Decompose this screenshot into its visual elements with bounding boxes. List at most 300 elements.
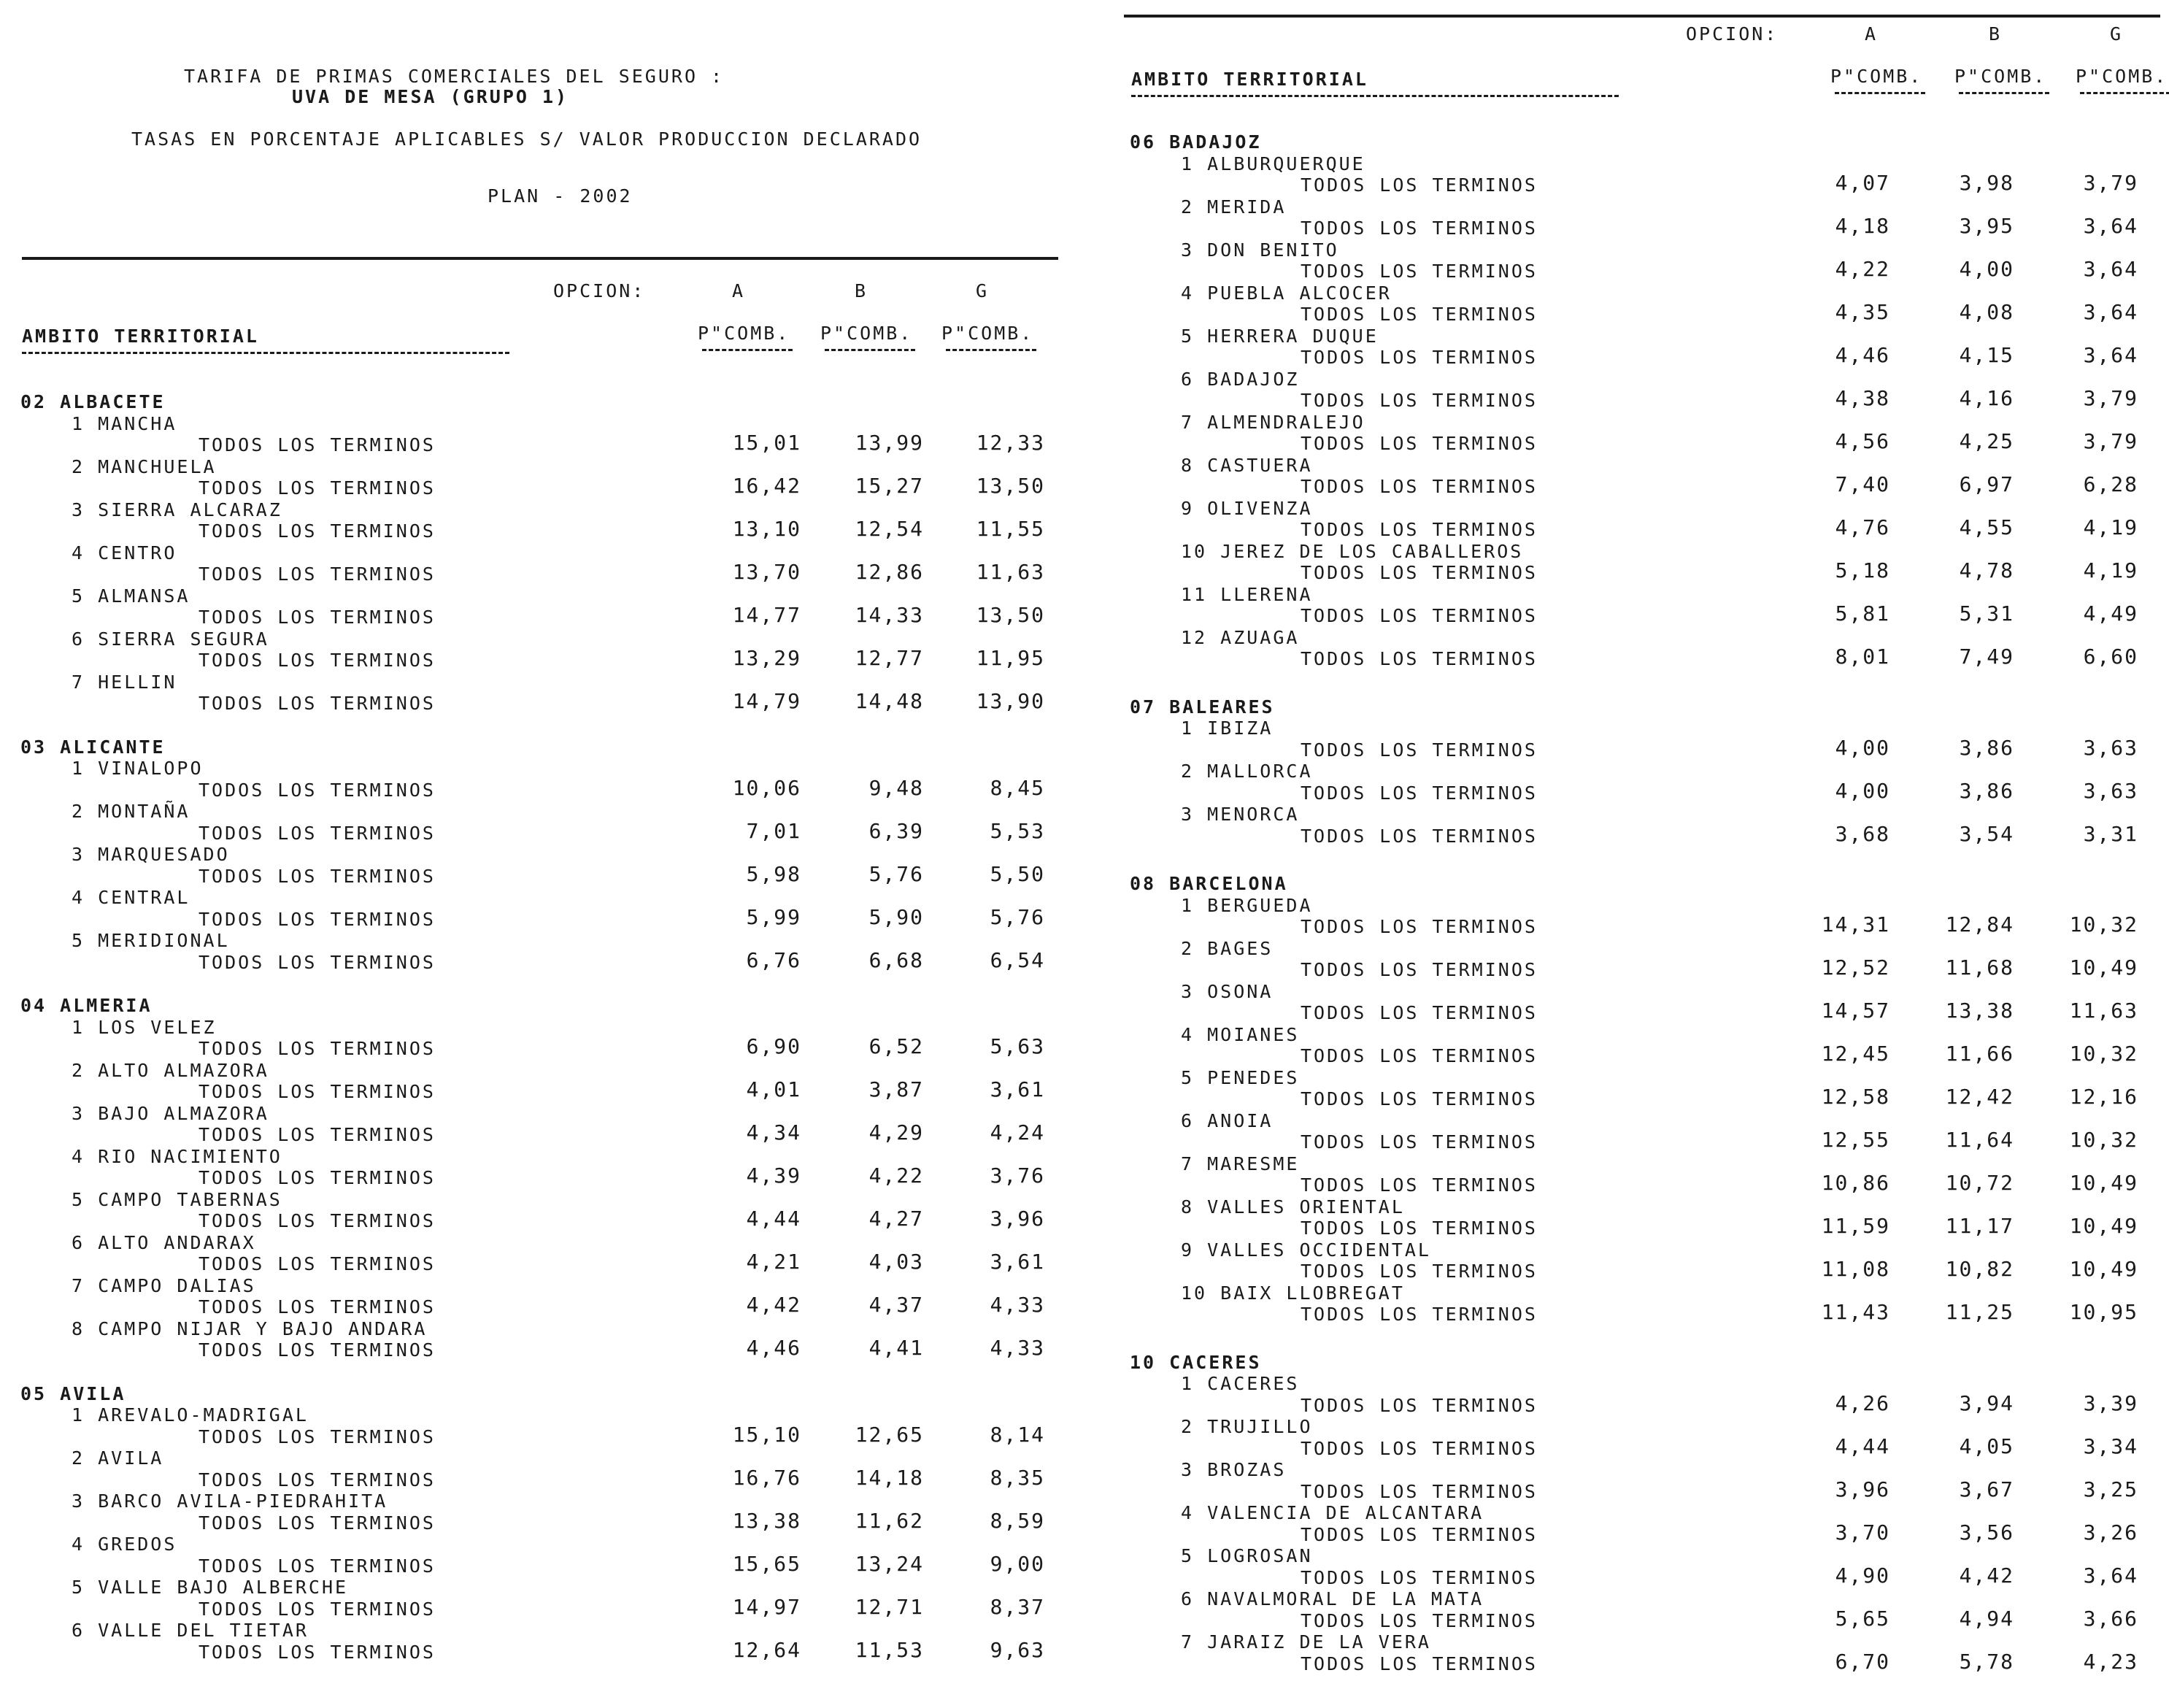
option-b: B (1989, 23, 2003, 45)
rate-value-g: 3,64 (2083, 257, 2138, 281)
rate-value-b: 4,05 (1959, 1434, 2014, 1458)
term-label: TODOS LOS TERMINOS (199, 1426, 436, 1447)
column-underline (1835, 92, 1925, 94)
rate-value-g: 8,37 (990, 1594, 1045, 1619)
rate-value-g: 8,35 (990, 1465, 1045, 1490)
term-label: TODOS LOS TERMINOS (1301, 1480, 1538, 1502)
term-label: TODOS LOS TERMINOS (199, 822, 436, 844)
comarca-name: 7 CAMPO DALIAS (72, 1274, 256, 1296)
term-label: TODOS LOS TERMINOS (1301, 782, 1538, 804)
comarca-name: 3 BROZAS (1181, 1459, 1287, 1480)
rate-value-a: 12,55 (1821, 1128, 1890, 1152)
term-label: TODOS LOS TERMINOS (1301, 1174, 1538, 1196)
comarca-name: 2 ALTO ALMAZORA (72, 1059, 269, 1081)
term-label: TODOS LOS TERMINOS (199, 908, 436, 930)
comarca-name: 7 MARESME (1181, 1153, 1300, 1174)
plan-label: PLAN - 2002 (488, 185, 633, 207)
rate-value-a: 5,65 (1835, 1606, 1890, 1631)
term-label: TODOS LOS TERMINOS (1301, 1394, 1538, 1416)
comarca-name: 2 MALLORCA (1181, 761, 1313, 782)
rate-value-g: 4,49 (2083, 601, 2138, 626)
rate-value-b: 3,95 (1959, 214, 2014, 238)
rate-value-b: 12,71 (855, 1594, 924, 1619)
comarca-name: 4 RIO NACIMIENTO (72, 1145, 282, 1167)
rate-value-b: 4,55 (1959, 515, 2014, 539)
rate-value-a: 6,90 (746, 1034, 801, 1058)
rate-value-g: 8,45 (990, 775, 1045, 800)
rate-value-g: 3,39 (2083, 1390, 2138, 1415)
rate-value-b: 3,67 (1959, 1477, 2014, 1501)
rate-value-g: 6,28 (2083, 472, 2138, 496)
term-label: TODOS LOS TERMINOS (199, 607, 436, 628)
rate-value-b: 6,97 (1959, 472, 2014, 496)
term-label: TODOS LOS TERMINOS (1301, 218, 1538, 239)
option-a: A (732, 280, 746, 301)
rate-value-a: 7,01 (746, 818, 801, 843)
rate-value-b: 11,66 (1945, 1042, 2014, 1066)
rate-value-g: 8,59 (990, 1508, 1045, 1533)
column-underline (1959, 92, 2049, 94)
rate-value-g: 5,76 (990, 904, 1045, 929)
column-unit-b: P"COMB. (820, 323, 913, 344)
rate-value-g: 4,24 (990, 1120, 1045, 1145)
rate-value-b: 12,84 (1945, 912, 2014, 936)
rate-value-g: 9,63 (990, 1637, 1045, 1662)
rate-value-g: 3,64 (2083, 300, 2138, 324)
rate-value-g: 10,95 (2069, 1300, 2138, 1324)
comarca-name: 1 MANCHA (72, 412, 177, 434)
comarca-name: 7 ALMENDRALEJO (1181, 411, 1365, 433)
comarca-name: 4 MOIANES (1181, 1023, 1300, 1045)
rate-value-a: 14,77 (732, 603, 801, 627)
rate-value-b: 12,54 (855, 517, 924, 541)
rate-value-b: 4,15 (1959, 343, 2014, 367)
term-label: TODOS LOS TERMINOS (1301, 825, 1538, 847)
rate-value-b: 3,86 (1959, 778, 2014, 803)
rate-value-a: 14,57 (1821, 999, 1890, 1023)
rate-value-b: 3,94 (1959, 1390, 2014, 1415)
rate-value-g: 12,16 (2069, 1085, 2138, 1109)
term-label: TODOS LOS TERMINOS (199, 520, 436, 542)
comarca-name: 2 MANCHUELA (72, 455, 217, 477)
comarca-name: 1 VINALOPO (72, 758, 204, 779)
term-label: TODOS LOS TERMINOS (199, 1124, 436, 1145)
rate-value-a: 4,26 (1835, 1390, 1890, 1415)
column-underline (825, 349, 915, 351)
rate-value-g: 10,49 (2069, 1214, 2138, 1238)
rate-value-a: 5,99 (746, 904, 801, 929)
rate-value-a: 3,96 (1835, 1477, 1890, 1501)
rate-value-b: 12,86 (855, 560, 924, 584)
rate-value-b: 14,48 (855, 689, 924, 713)
province-heading: 05 AVILA (20, 1382, 126, 1404)
term-label: TODOS LOS TERMINOS (199, 1253, 436, 1274)
province-heading: 06 BADAJOZ (1130, 131, 1262, 153)
term-label: TODOS LOS TERMINOS (1301, 304, 1538, 325)
comarca-name: 8 VALLES ORIENTAL (1181, 1196, 1405, 1217)
rate-value-b: 3,56 (1959, 1520, 2014, 1544)
term-label: TODOS LOS TERMINOS (1301, 562, 1538, 583)
rate-value-a: 13,38 (732, 1508, 801, 1533)
rate-value-a: 4,07 (1835, 171, 1890, 195)
rate-value-g: 11,55 (976, 517, 1045, 541)
term-label: TODOS LOS TERMINOS (1301, 174, 1538, 196)
rate-value-g: 13,50 (976, 603, 1045, 627)
rate-value-a: 14,31 (1821, 912, 1890, 936)
term-label: TODOS LOS TERMINOS (1301, 1437, 1538, 1459)
term-label: TODOS LOS TERMINOS (199, 1081, 436, 1102)
province-heading: 10 CACERES (1130, 1351, 1262, 1373)
rate-value-g: 11,63 (2069, 999, 2138, 1023)
rate-value-b: 3,54 (1959, 821, 2014, 846)
province-heading: 03 ALICANTE (20, 736, 166, 758)
rate-value-a: 3,70 (1835, 1520, 1890, 1544)
comarca-name: 8 CAMPO NIJAR Y BAJO ANDARA (72, 1317, 428, 1339)
rate-value-a: 4,56 (1835, 429, 1890, 453)
rate-value-g: 6,60 (2083, 645, 2138, 669)
rate-value-g: 10,49 (2069, 955, 2138, 980)
rate-value-b: 9,48 (868, 775, 924, 800)
rate-value-b: 3,98 (1959, 171, 2014, 195)
rate-value-g: 4,33 (990, 1293, 1045, 1317)
comarca-name: 7 JARAIZ DE LA VERA (1181, 1631, 1431, 1653)
comarca-name: 5 MERIDIONAL (72, 930, 230, 951)
rate-value-b: 11,64 (1945, 1128, 2014, 1152)
rate-value-b: 4,00 (1959, 257, 2014, 281)
rate-value-b: 7,49 (1959, 645, 2014, 669)
column-underline (702, 349, 793, 351)
rate-value-a: 13,29 (732, 646, 801, 670)
comarca-name: 9 OLIVENZA (1181, 497, 1313, 519)
rate-value-g: 11,95 (976, 646, 1045, 670)
rate-value-g: 3,64 (2083, 343, 2138, 367)
term-label: TODOS LOS TERMINOS (1301, 1088, 1538, 1109)
comarca-name: 5 HERRERA DUQUE (1181, 325, 1379, 347)
comarca-name: 3 MARQUESADO (72, 844, 230, 865)
rate-value-b: 4,25 (1959, 429, 2014, 453)
comarca-name: 6 NAVALMORAL DE LA MATA (1181, 1588, 1484, 1609)
rate-value-g: 3,64 (2083, 214, 2138, 238)
option-b: B (855, 280, 868, 301)
comarca-name: 4 GREDOS (72, 1534, 177, 1555)
rate-value-b: 12,42 (1945, 1085, 2014, 1109)
rate-value-g: 3,64 (2083, 1563, 2138, 1588)
comarca-name: 7 HELLIN (72, 671, 177, 693)
comarca-name: 5 PENEDES (1181, 1066, 1300, 1088)
ambito-label: AMBITO TERRITORIAL (22, 326, 259, 347)
subtitle: TASAS EN PORCENTAJE APLICABLES S/ VALOR PRODUCCION DECLARADO (131, 128, 922, 150)
comarca-name: 3 OSONA (1181, 980, 1274, 1002)
rate-value-a: 5,98 (746, 861, 801, 886)
ambito-underline (22, 352, 509, 354)
rate-value-b: 4,29 (868, 1120, 924, 1145)
term-label: TODOS LOS TERMINOS (1301, 1131, 1538, 1153)
province-heading: 04 ALMERIA (20, 995, 153, 1016)
rate-value-g: 3,25 (2083, 1477, 2138, 1501)
rate-value-a: 10,86 (1821, 1171, 1890, 1195)
option-g: G (976, 280, 990, 301)
term-label: TODOS LOS TERMINOS (199, 1038, 436, 1059)
option-g: G (2110, 23, 2124, 45)
comarca-name: 5 ALMANSA (72, 585, 190, 607)
ambito-label: AMBITO TERRITORIAL (1131, 69, 1368, 90)
rate-value-a: 13,10 (732, 517, 801, 541)
rate-value-b: 4,37 (868, 1293, 924, 1317)
term-label: TODOS LOS TERMINOS (1301, 1304, 1538, 1325)
rate-value-g: 12,33 (976, 431, 1045, 455)
province-heading: 08 BARCELONA (1130, 873, 1288, 894)
comarca-name: 3 SIERRA ALCARAZ (72, 499, 282, 520)
rate-value-g: 10,32 (2069, 1042, 2138, 1066)
rate-value-b: 5,31 (1959, 601, 2014, 626)
rate-value-b: 11,62 (855, 1508, 924, 1533)
comarca-name: 1 CACERES (1181, 1373, 1300, 1394)
term-label: TODOS LOS TERMINOS (199, 1641, 436, 1663)
rate-value-a: 4,00 (1835, 735, 1890, 760)
rate-value-a: 10,06 (732, 775, 801, 800)
rate-value-b: 4,03 (868, 1250, 924, 1274)
rate-value-a: 4,44 (746, 1207, 801, 1231)
term-label: TODOS LOS TERMINOS (1301, 1566, 1538, 1588)
comarca-name: 2 TRUJILLO (1181, 1416, 1313, 1437)
column-unit-g: P"COMB. (941, 323, 1034, 344)
rate-value-a: 4,22 (1835, 257, 1890, 281)
rate-value-a: 15,65 (732, 1551, 801, 1576)
ambito-underline (1131, 95, 1619, 97)
rate-value-a: 16,42 (732, 474, 801, 498)
rate-value-a: 4,44 (1835, 1434, 1890, 1458)
comarca-name: 6 ALTO ANDARAX (72, 1231, 256, 1253)
comarca-name: 2 AVILA (72, 1447, 164, 1469)
rate-value-a: 5,81 (1835, 601, 1890, 626)
term-label: TODOS LOS TERMINOS (1301, 519, 1538, 540)
rate-value-a: 4,46 (1835, 343, 1890, 367)
title-line-1: TARIFA DE PRIMAS COMERCIALES DEL SEGURO : (184, 66, 725, 87)
rate-value-a: 6,76 (746, 947, 801, 972)
rate-value-b: 4,22 (868, 1163, 924, 1188)
rate-value-g: 11,63 (976, 560, 1045, 584)
rate-value-b: 4,16 (1959, 386, 2014, 410)
rate-value-a: 11,08 (1821, 1257, 1890, 1281)
rate-value-b: 10,72 (1945, 1171, 2014, 1195)
rate-value-g: 3,31 (2083, 821, 2138, 846)
rate-value-g: 3,96 (990, 1207, 1045, 1231)
comarca-name: 4 PUEBLA ALCOCER (1181, 282, 1392, 304)
comarca-name: 12 AZUAGA (1181, 626, 1300, 648)
rate-value-g: 3,63 (2083, 735, 2138, 760)
rate-value-a: 12,52 (1821, 955, 1890, 980)
header-rule (1124, 15, 2160, 18)
rate-value-b: 10,82 (1945, 1257, 2014, 1281)
rate-value-b: 14,33 (855, 603, 924, 627)
comarca-name: 6 ANOIA (1181, 1109, 1274, 1131)
term-label: TODOS LOS TERMINOS (1301, 1523, 1538, 1545)
rate-value-g: 5,50 (990, 861, 1045, 886)
rate-value-b: 4,08 (1959, 300, 2014, 324)
rate-value-a: 16,76 (732, 1465, 801, 1490)
comarca-name: 10 BAIX LLOBREGAT (1181, 1282, 1405, 1304)
rate-value-g: 4,23 (2083, 1649, 2138, 1674)
header-rule (22, 257, 1058, 260)
term-label: TODOS LOS TERMINOS (1301, 916, 1538, 937)
comarca-name: 4 CENTRAL (72, 887, 190, 908)
rate-value-g: 4,19 (2083, 515, 2138, 539)
term-label: TODOS LOS TERMINOS (1301, 1609, 1538, 1631)
term-label: TODOS LOS TERMINOS (1301, 390, 1538, 411)
rate-value-b: 11,25 (1945, 1300, 2014, 1324)
comarca-name: 4 CENTRO (72, 542, 177, 563)
rate-value-a: 15,01 (732, 431, 801, 455)
rate-value-a: 4,01 (746, 1077, 801, 1101)
rate-value-a: 4,46 (746, 1336, 801, 1360)
comarca-name: 3 MENORCA (1181, 804, 1300, 825)
rate-value-g: 3,79 (2083, 429, 2138, 453)
rate-value-a: 15,10 (732, 1422, 801, 1447)
rate-value-b: 6,68 (868, 947, 924, 972)
rate-value-g: 8,14 (990, 1422, 1045, 1447)
rate-value-g: 3,34 (2083, 1434, 2138, 1458)
term-label: TODOS LOS TERMINOS (1301, 347, 1538, 368)
province-heading: 02 ALBACETE (20, 391, 166, 412)
term-label: TODOS LOS TERMINOS (1301, 648, 1538, 669)
rate-value-a: 4,21 (746, 1250, 801, 1274)
term-label: TODOS LOS TERMINOS (1301, 261, 1538, 282)
rate-value-a: 14,97 (732, 1594, 801, 1619)
rate-value-a: 8,01 (1835, 645, 1890, 669)
rate-value-g: 3,26 (2083, 1520, 2138, 1544)
rate-value-b: 13,99 (855, 431, 924, 455)
comarca-name: 2 MERIDA (1181, 196, 1287, 218)
term-label: TODOS LOS TERMINOS (199, 1296, 436, 1317)
comarca-name: 1 LOS VELEZ (72, 1016, 217, 1038)
comarca-name: 2 MONTAÑA (72, 801, 190, 822)
rate-value-g: 9,00 (990, 1551, 1045, 1576)
term-label: TODOS LOS TERMINOS (199, 477, 436, 499)
rate-value-b: 4,27 (868, 1207, 924, 1231)
rate-value-b: 6,52 (868, 1034, 924, 1058)
rate-value-g: 10,32 (2069, 1128, 2138, 1152)
rate-value-g: 3,61 (990, 1077, 1045, 1101)
term-label: TODOS LOS TERMINOS (199, 1339, 436, 1361)
rate-value-g: 6,54 (990, 947, 1045, 972)
comarca-name: 9 VALLES OCCIDENTAL (1181, 1239, 1431, 1261)
term-label: TODOS LOS TERMINOS (199, 865, 436, 887)
rate-value-g: 4,33 (990, 1336, 1045, 1360)
option-a: A (1865, 23, 1879, 45)
rate-value-g: 10,49 (2069, 1171, 2138, 1195)
term-label: TODOS LOS TERMINOS (199, 1598, 436, 1620)
comarca-name: 1 AREVALO-MADRIGAL (72, 1404, 309, 1426)
rate-value-a: 11,43 (1821, 1300, 1890, 1324)
rate-value-b: 12,77 (855, 646, 924, 670)
comarca-name: 1 ALBURQUERQUE (1181, 153, 1365, 174)
rate-value-b: 11,17 (1945, 1214, 2014, 1238)
rate-value-a: 12,64 (732, 1637, 801, 1662)
rate-value-g: 10,32 (2069, 912, 2138, 936)
term-label: TODOS LOS TERMINOS (1301, 959, 1538, 980)
rate-value-b: 15,27 (855, 474, 924, 498)
rate-value-b: 14,18 (855, 1465, 924, 1490)
rate-value-b: 11,53 (855, 1637, 924, 1662)
rate-value-a: 7,40 (1835, 472, 1890, 496)
opcion-label: OPCION: (1686, 23, 1779, 45)
rate-value-g: 13,50 (976, 474, 1045, 498)
rate-value-b: 5,76 (868, 861, 924, 886)
term-label: TODOS LOS TERMINOS (1301, 1261, 1538, 1282)
term-label: TODOS LOS TERMINOS (1301, 739, 1538, 761)
term-label: TODOS LOS TERMINOS (199, 563, 436, 585)
rate-value-a: 12,45 (1821, 1042, 1890, 1066)
comarca-name: 6 SIERRA SEGURA (72, 628, 269, 650)
rate-value-a: 4,35 (1835, 300, 1890, 324)
comarca-name: 5 CAMPO TABERNAS (72, 1188, 282, 1210)
term-label: TODOS LOS TERMINOS (199, 650, 436, 671)
rate-value-b: 13,38 (1945, 999, 2014, 1023)
comarca-name: 2 BAGES (1181, 937, 1274, 959)
rate-value-g: 10,49 (2069, 1257, 2138, 1281)
comarca-name: 10 JEREZ DE LOS CABALLEROS (1181, 540, 1524, 562)
rate-value-a: 3,68 (1835, 821, 1890, 846)
term-label: TODOS LOS TERMINOS (1301, 1002, 1538, 1023)
title-line-2: UVA DE MESA (GRUPO 1) (292, 86, 569, 107)
column-unit-b: P"COMB. (1954, 66, 2047, 87)
term-label: TODOS LOS TERMINOS (199, 693, 436, 714)
rate-value-a: 12,58 (1821, 1085, 1890, 1109)
rate-value-g: 5,63 (990, 1034, 1045, 1058)
rate-value-b: 5,90 (868, 904, 924, 929)
comarca-name: 1 IBIZA (1181, 718, 1274, 739)
rate-value-a: 4,90 (1835, 1563, 1890, 1588)
column-unit-g: P"COMB. (2076, 66, 2168, 87)
rate-value-g: 3,79 (2083, 171, 2138, 195)
rate-value-a: 4,00 (1835, 778, 1890, 803)
term-label: TODOS LOS TERMINOS (199, 1555, 436, 1577)
column-underline (946, 349, 1036, 351)
comarca-name: 3 DON BENITO (1181, 239, 1339, 261)
rate-value-b: 4,41 (868, 1336, 924, 1360)
comarca-name: 5 VALLE BAJO ALBERCHE (72, 1577, 349, 1598)
term-label: TODOS LOS TERMINOS (1301, 605, 1538, 626)
rate-value-a: 4,38 (1835, 386, 1890, 410)
rate-value-b: 4,78 (1959, 558, 2014, 582)
term-label: TODOS LOS TERMINOS (199, 1469, 436, 1490)
rate-value-b: 11,68 (1945, 955, 2014, 980)
rate-value-b: 4,42 (1959, 1563, 2014, 1588)
term-label: TODOS LOS TERMINOS (1301, 476, 1538, 497)
column-unit-a: P"COMB. (698, 323, 790, 344)
column-underline (2080, 92, 2169, 94)
rate-value-a: 5,18 (1835, 558, 1890, 582)
rate-value-a: 4,42 (746, 1293, 801, 1317)
rate-value-a: 4,18 (1835, 214, 1890, 238)
rate-value-a: 11,59 (1821, 1214, 1890, 1238)
rate-value-a: 13,70 (732, 560, 801, 584)
term-label: TODOS LOS TERMINOS (1301, 1045, 1538, 1066)
term-label: TODOS LOS TERMINOS (199, 951, 436, 973)
term-label: TODOS LOS TERMINOS (199, 779, 436, 801)
comarca-name: 6 BADAJOZ (1181, 368, 1300, 390)
rate-value-g: 3,63 (2083, 778, 2138, 803)
rate-value-a: 4,34 (746, 1120, 801, 1145)
comarca-name: 4 VALENCIA DE ALCANTARA (1181, 1502, 1484, 1523)
term-label: TODOS LOS TERMINOS (1301, 433, 1538, 454)
rate-value-g: 3,79 (2083, 386, 2138, 410)
rate-value-g: 3,66 (2083, 1606, 2138, 1631)
comarca-name: 3 BARCO AVILA-PIEDRAHITA (72, 1490, 388, 1512)
rate-value-a: 4,76 (1835, 515, 1890, 539)
term-label: TODOS LOS TERMINOS (1301, 1653, 1538, 1674)
rate-value-b: 6,39 (868, 818, 924, 843)
